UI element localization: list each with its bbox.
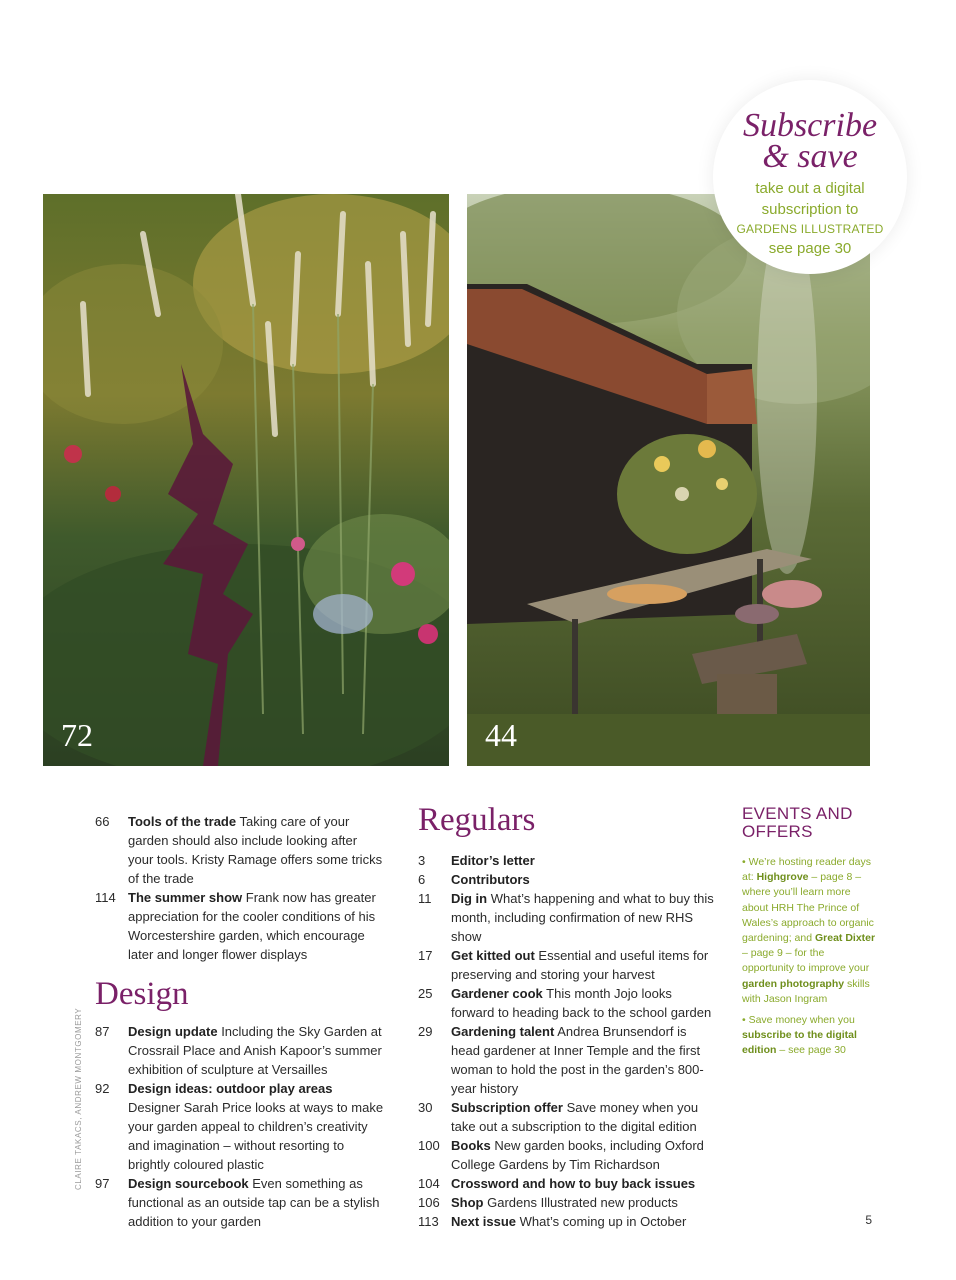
events-paragraph: • We’re hosting reader days at: Highgrove – page 8 – where you’ll learn more about HRH The Prince of Wales’s approach to organic gardening; and Great Dixter – page 9 – for the opportunity to improve your garden photography skills with Jason Ingram [742,856,876,1005]
entry-title: Next issue [451,1214,517,1229]
entry-description [451,1174,718,1193]
photo-credit: CLAIRE TAKACS, ANDREW MONTGOMERY [74,1007,83,1190]
entry-description [451,1193,718,1212]
section-heading-regulars: Regulars [418,802,536,838]
entry-page-number: 106 [418,1195,440,1210]
contents-entry[interactable] [95,1022,385,1079]
contents-entry[interactable] [418,851,718,870]
entry-description [451,984,718,1022]
entry-page-number: 114 [95,890,116,905]
entry-description [128,1079,385,1174]
entry-description [128,1174,385,1231]
promo-title: Subscribe & save [742,107,878,175]
entry-title: Design ideas: outdoor play areas [128,1081,333,1096]
entry-title: Books [451,1138,491,1153]
entry-description [451,851,718,870]
offers-paragraph: • Save money when you subscribe to the digital edition – see page 30 [742,1014,857,1057]
contents-entry[interactable] [418,1212,718,1231]
contents-entry[interactable] [418,1174,718,1193]
entry-page-number: 92 [95,1081,110,1096]
entry-page-number: 100 [418,1138,440,1153]
contents-entry[interactable] [418,984,718,1022]
entry-title: Design update [128,1024,218,1039]
contents-entry[interactable] [418,1098,718,1136]
contents-entry[interactable] [418,946,718,984]
promo-line: take out a digital [755,180,865,197]
entry-title: Contributors [451,872,530,887]
events-heading: EVENTS AND OFFERS [742,804,853,841]
subscribe-promo[interactable] [713,80,907,274]
entry-page-number: 66 [95,814,110,829]
entry-title: Dig in [451,891,488,906]
contents-entry[interactable] [418,1193,718,1212]
entry-page-number: 97 [95,1176,110,1191]
entry-description [451,946,718,984]
entry-title: Tools of the trade [128,814,237,829]
page-reference-number: 72 [61,717,93,753]
contents-entry[interactable] [95,1079,385,1174]
entry-text: Including the Sky Garden at Crossrail Place and Anish Kapoor’s summer exhibition of sculpture at Versailles [128,1024,382,1077]
contents-entry[interactable] [418,1136,718,1174]
contents-left-column [95,812,385,1231]
entry-page-number: 29 [418,1024,433,1039]
promo-line: subscription to [761,201,859,218]
entry-page-number: 30 [418,1100,433,1115]
entry-text: Save money when you take out a subscription to the digital edition [451,1100,699,1134]
contents-regulars-column [418,800,718,1231]
entry-text: This month Jojo looks forward to heading back to the school garden [451,986,712,1020]
promo-page-link[interactable]: see page 30 [768,240,852,257]
entry-text: Gardens Illustrated new products [483,1195,678,1210]
entry-text: Essential and useful items for preserving and storing your harvest [451,948,709,982]
entry-text: Designer Sarah Price looks at ways to make your garden appeal to children’s creativity and imagination – without resorting to brightly coloured plastic [128,1100,384,1172]
entry-page-number: 11 [418,891,432,906]
entry-page-number: 17 [418,948,433,963]
entry-page-number: 25 [418,986,433,1001]
entry-title: Editor’s letter [451,853,535,868]
entry-title: Design sourcebook [128,1176,249,1191]
entry-text: What’s coming up in October [516,1214,687,1229]
entry-page-number: 6 [418,872,426,887]
entry-page-number: 3 [418,853,426,868]
contents-entry[interactable] [418,889,718,946]
events-and-offers [742,805,877,1059]
entry-title: Crossword and how to buy back issues [451,1176,696,1191]
entry-title: Gardener cook [451,986,543,1001]
contents-entry[interactable] [418,1022,718,1098]
contents-entry[interactable] [95,812,385,888]
entry-description [128,812,385,888]
promo-brand: GARDENS ILLUSTRATED [736,222,884,236]
entry-text: Even something as functional as an outside tap can be a stylish addition to your garden [128,1176,380,1229]
entry-description [451,889,718,946]
entry-description [451,1098,718,1136]
entry-text: Andrea Brunsendorf is head gardener at Inner Temple and the first woman to hold the post in the garden’s 800-year history [451,1024,704,1096]
entry-description [451,870,718,889]
contents-entry[interactable] [95,1174,385,1231]
entry-page-number: 87 [95,1024,110,1039]
entry-title: Gardening talent [451,1024,555,1039]
entry-title: The summer show [128,890,243,905]
entry-description [128,888,385,964]
entry-title: Subscription offer [451,1100,563,1115]
contents-entry[interactable] [418,870,718,889]
entry-text: Taking care of your garden should also include looking after your tools. Kristy Ramage offers some tricks of the trade [128,814,383,886]
entry-text: Frank now has greater appreciation for the cooler conditions of his Worcestershire garden, which encourage later and longer flower displays [128,890,376,962]
page-reference-number: 44 [485,717,517,753]
outdoor-table-photo [467,194,870,766]
section-heading-design: Design [95,976,189,1012]
entry-page-number: 104 [418,1176,440,1191]
entry-description [451,1022,718,1098]
entry-text: New garden books, including Oxford College Gardens by Tim Richardson [451,1138,704,1172]
entry-text: What’s happening and what to buy this month, including confirmation of new RHS show [451,891,714,944]
contents-entry[interactable] [95,888,385,964]
entry-description [451,1212,718,1231]
entry-title: Shop [451,1195,484,1210]
page-number: 5 [865,1213,872,1227]
entry-description [128,1022,385,1079]
garden-border-photo [43,194,449,766]
entry-page-number: 113 [418,1214,439,1229]
entry-description [451,1136,718,1174]
entry-title: Get kitted out [451,948,535,963]
